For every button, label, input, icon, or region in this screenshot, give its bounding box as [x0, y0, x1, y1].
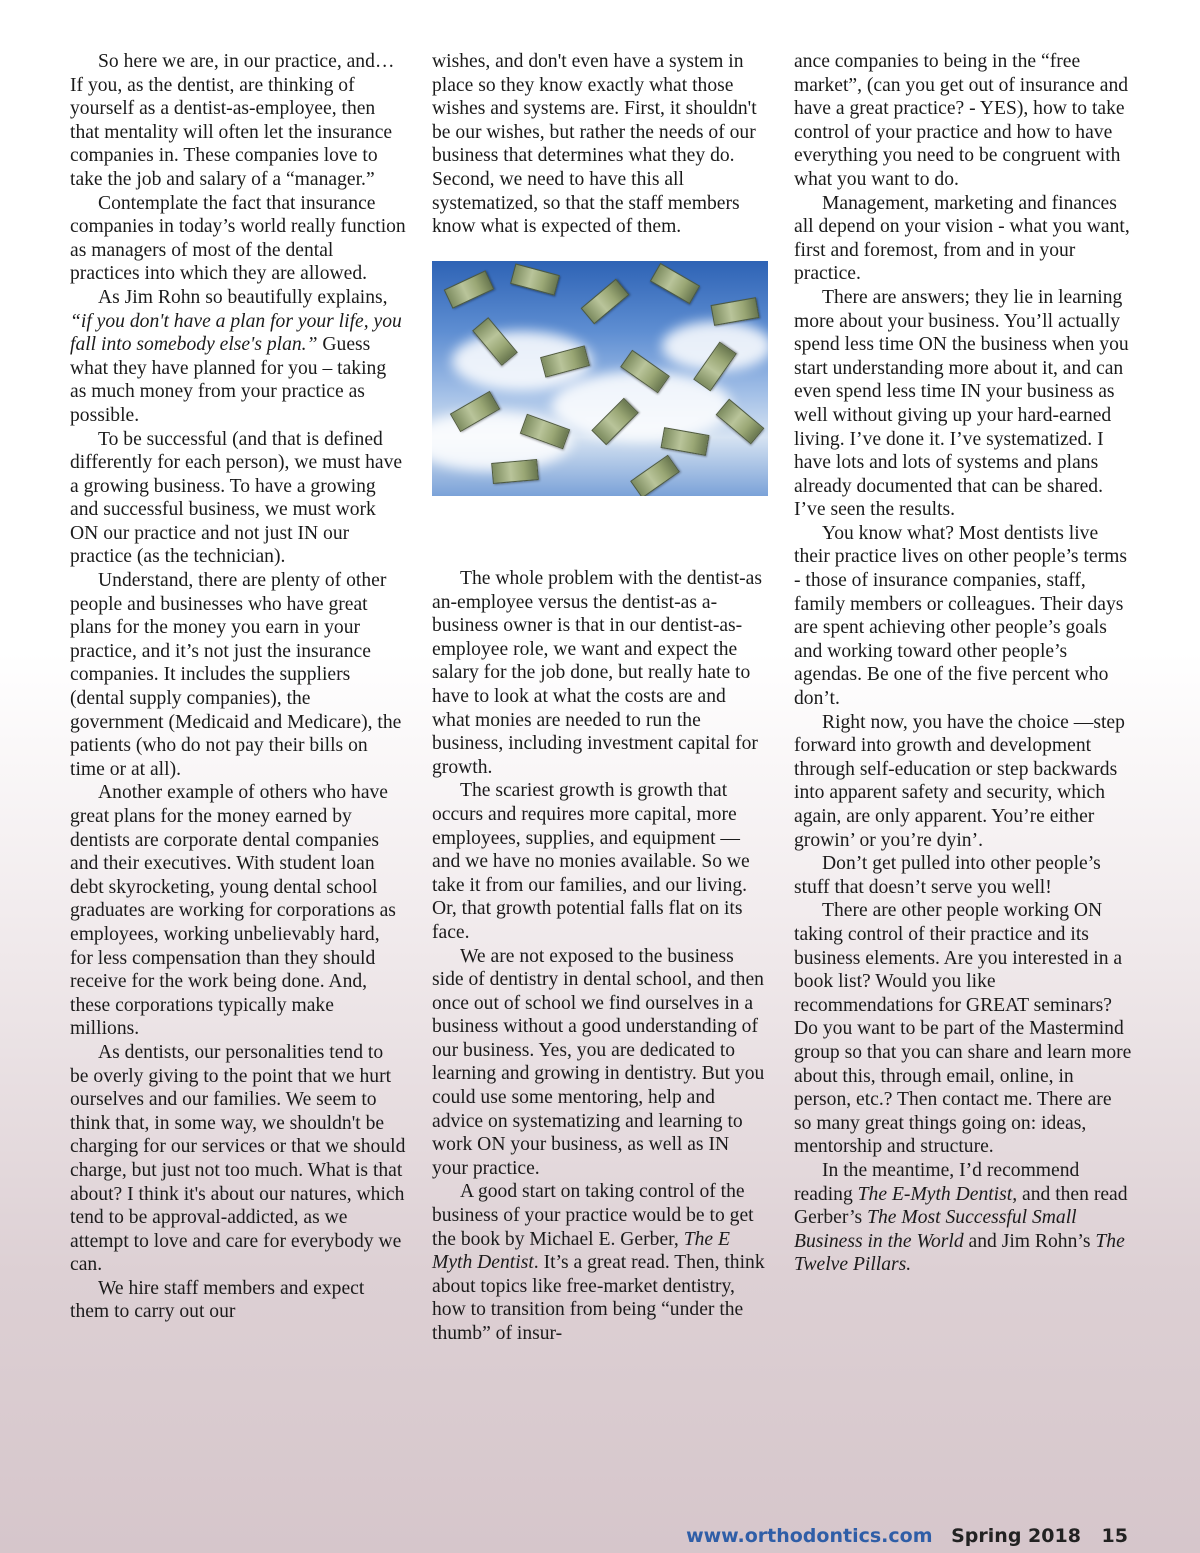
- quote: “if you don't have a plan for your life, you fall into somebody else's plan.”: [70, 310, 402, 356]
- paragraph: There are other people working ON taking control of their practice and its business elements. Are you interested in a book list? Would you like recommendations for GREAT seminars? Do you want to be part of the Mastermind group so that you can share and learn more about this, through email, online, in person, etc.? Then contact me. There are so many great things going on: ideas, mentorship and structure.: [794, 900, 1132, 1158]
- book-title: The E Myth Dentist: [432, 1228, 730, 1274]
- paragraph: There are answers; they lie in learning more about your business. You’ll actually spend less time ON the business when you start understanding more about it, and can even spend less time IN your business as well without giving up your hard-earned living. I’ve done it. I’ve systematized. I have lots and lots of systems and plans already documented that can be shared. I’ve seen the results.: [794, 286, 1129, 521]
- text-run: and Jim Rohn’s: [963, 1230, 1096, 1252]
- bill-icon: [491, 459, 539, 484]
- paragraph: So here we are, in our practice, and… If you, as the dentist, are thinking of yourself as a dentist-as-employee, then that mentality will often let the insurance companies in. These companies love to take the job and salary of a “manager.”: [70, 51, 395, 190]
- bill-icon: [716, 398, 765, 444]
- paragraph: ance companies to being in the “free market”, (can you get out of insurance and have a great practice? - YES), how to take control of your practice and how to have everything you need to be congruent with what you want to do.: [794, 51, 1129, 190]
- text-run: In the meantime, I’d recommend reading: [794, 1159, 1080, 1205]
- bill-icon: [444, 270, 495, 308]
- bill-icon: [510, 263, 560, 295]
- page-number: 15: [1101, 1525, 1128, 1547]
- article-column-2-lower: [432, 567, 768, 1346]
- paragraph: Contemplate the fact that insurance companies in today’s world really function as managers of most of the dental practices into which they are allowed.: [70, 192, 406, 285]
- paragraph: [432, 1180, 768, 1345]
- paragraph: Don’t get pulled into other people’s stuff that doesn’t serve you well!: [794, 853, 1101, 898]
- issue-season: Spring 2018: [951, 1525, 1081, 1547]
- text-run: Guess what they have planned for you – taking as much money from your practice as possible.: [70, 334, 387, 426]
- bill-icon: [711, 297, 760, 326]
- paragraph: As dentists, our personalities tend to be overly giving to the point that we hurt ourselves and our families. We seem to think that, in some way, we shouldn't be charging for our services or that we should charge, but just not too much. What is that about? I think it's about our natures, which tend to be approval-addicted, as we attempt to love and care for everybody we can.: [70, 1041, 406, 1276]
- paragraph: [794, 1159, 1132, 1277]
- bill-icon: [581, 278, 630, 324]
- book-title: The E-Myth Dentist,: [857, 1183, 1018, 1205]
- paragraph: [70, 286, 406, 428]
- article-column-2: [432, 50, 768, 1344]
- text-run: . It’s a great read. Then, think about topics like free-market dentistry, how to transition from being “under the thumb” of insur-: [432, 1252, 765, 1344]
- text-run: A good start on taking control of the business of your practice would be to get the book by Michael E. Gerber,: [432, 1181, 754, 1250]
- website-link[interactable]: www.orthodontics.com: [686, 1525, 933, 1547]
- book-title: The Most Successful Small Business in the World: [794, 1207, 1077, 1252]
- paragraph: wishes, and don't even have a system in place so they know exactly what those wishes and systems are. First, it shouldn't be our wishes, but rather the needs of our business that determines what they do. Second, we need to have this all systematized, so that the staff members know what is expected of them.: [432, 51, 757, 238]
- paragraph: Management, marketing and finances all depend on your vision - what you want, first and foremost, from and in your practice.: [794, 192, 1130, 285]
- article-column-3: [794, 50, 1132, 1277]
- paragraph: The scariest growth is growth that occurs and requires more capital, more employees, supplies, and equipment — and we have no monies available. So we take it from our families, and our living. Or, that growth potential falls flat on its face.: [432, 780, 750, 943]
- paragraph: We hire staff members and expect them to carry out our: [70, 1277, 365, 1323]
- text-run: As Jim Rohn so beautifully explains,: [98, 286, 388, 308]
- article-column-1: [70, 50, 406, 1324]
- page-footer: [686, 1524, 1128, 1548]
- text-run: and then read Gerber’s: [794, 1183, 1128, 1229]
- paragraph: To be successful (and that is defined differently for each person), we must have a growing business. To have a growing and successful business, we must work ON our practice and not just IN our practice (as the technician).: [70, 428, 403, 568]
- paragraph: The whole problem with the dentist-as an-employee versus the dentist-as a-business owner is that in our dentist-as-employee role, we want and expect the salary for the job done, but really hate to have to look at what the costs are and what monies are needed to run the business, including investment capital for growth.: [432, 568, 763, 778]
- bill-icon: [630, 454, 680, 495]
- paragraph: Right now, you have the choice —step forward into growth and development through self-education or step backwards into apparent safety and security, which again, are only apparent. You’re either growin’ or you’re dyin’.: [794, 711, 1125, 851]
- bill-icon: [650, 263, 700, 304]
- money-falling-image: [432, 261, 768, 496]
- paragraph: You know what? Most dentists live their practice lives on other people’s terms - those of insurance companies, staff, family members or colleagues. Their days are spent achieving other people’s goals and working toward other people’s agendas. Be one of the five percent who don’t.: [794, 522, 1127, 710]
- paragraph: Another example of others who have great plans for the money earned by dentists are corporate dental companies and their executives. With student loan debt skyrocketing, young dental school graduates are working for corporations as employees, working unbelievably hard, for less compensation than they should receive for the work being done. And, these corporations typically make millions.: [70, 782, 396, 1040]
- paragraph: We are not exposed to the business side of dentistry in dental school, and then once out of school we find ourselves in a business without a good understanding of our business. Yes, you are dedicated to learning and growing in dentistry. But you could use some mentoring, help and advice on systematizing and learning to work ON your business, as well as IN your practice.: [432, 945, 765, 1179]
- book-title: The Twelve Pillars.: [794, 1230, 1125, 1276]
- paragraph: Understand, there are plenty of other people and businesses who have great plans for the money you earn in your practice, and it’s not just the insurance companies. It includes the suppliers (dental supply companies), the government (Medicaid and Medicare), the patients (who do not pay their bills on time or at all).: [70, 570, 402, 780]
